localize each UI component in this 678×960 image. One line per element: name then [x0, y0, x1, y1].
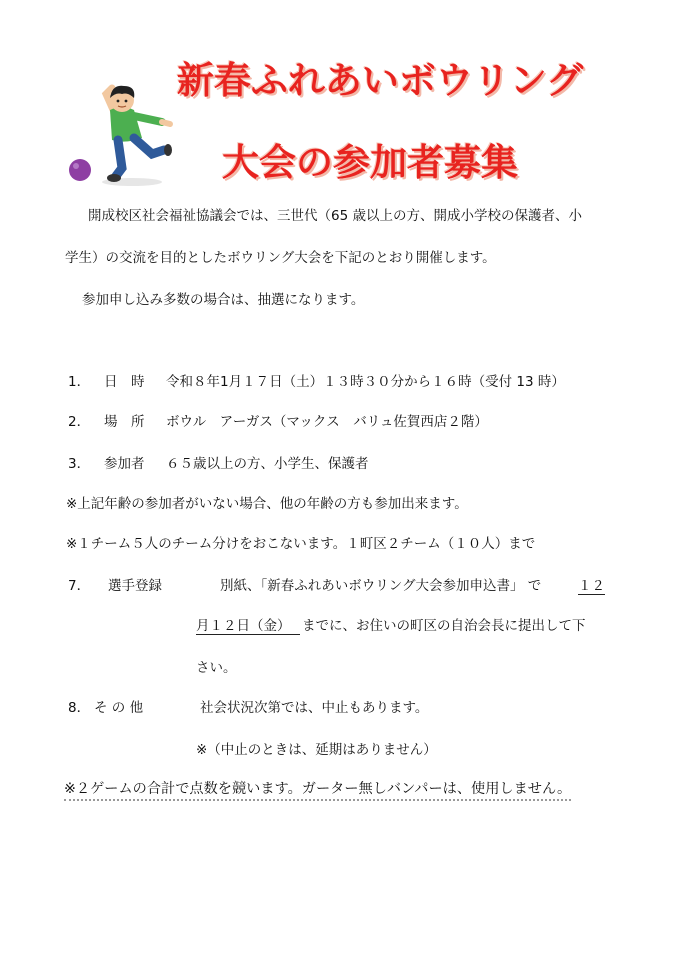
- item-other-note: ※（中止のときは、延期はありません）: [196, 742, 437, 758]
- item-value: ６５歳以上の方、小学生、保護者: [166, 456, 369, 472]
- item-value: までに、お住いの町区の自治会長に提出して下: [302, 618, 586, 634]
- title-line-2: 大会の参加者募集: [222, 141, 518, 184]
- note-team: ※１チーム５人のチーム分けをおこないます。１町区２チーム（１０人）まで: [66, 536, 536, 552]
- deadline-part-1: １２: [578, 574, 605, 595]
- item-value: 社会状況次第では、中止もあります。: [200, 700, 429, 716]
- item-label: 場 所: [104, 414, 145, 430]
- item-number: 2．: [68, 414, 91, 430]
- item-registration-line-3: さい。: [196, 660, 237, 676]
- item-number: 8．: [68, 700, 91, 716]
- item-number: 7．: [68, 578, 91, 594]
- final-note: [64, 778, 571, 798]
- intro-paragraph-1b: 学生）の交流を目的としたボウリング大会を下記のとおり開催します。: [65, 250, 496, 266]
- title-line-1: 新春ふれあいボウリング: [176, 59, 584, 102]
- intro-paragraph-2: 参加申し込み多数の場合は、抽選になります。: [82, 292, 365, 308]
- item-number: 3．: [68, 456, 91, 472]
- item-value: ボウル アーガス（マックス バリュ佐賀西店２階）: [166, 414, 488, 430]
- final-note-text: ※２ゲームの合計で点数を競います。ガーター無しバンパーは、使用しません。: [64, 781, 571, 801]
- deadline-part-2: 月１２日（金）: [196, 614, 300, 635]
- item-number: 1．: [68, 374, 91, 390]
- item-value: 令和８年1月１７日（土）１３時３０分から１６時（受付 13 時）: [166, 374, 565, 390]
- item-label: 参加者: [104, 456, 145, 472]
- item-value: 別紙、「新春ふれあいボウリング大会参加申込書」 で: [220, 578, 542, 594]
- note-age: ※上記年齢の参加者がいない場合、他の年齢の方も参加出来ます。: [66, 496, 468, 512]
- item-label: 日 時: [104, 374, 145, 390]
- item-label: 選手登録: [108, 578, 162, 594]
- intro-paragraph-1a: 開成校区社会福祉協議会では、三世代（65 歳以上の方、開成小学校の保護者、小: [88, 208, 582, 224]
- item-label: そ の 他: [94, 700, 144, 716]
